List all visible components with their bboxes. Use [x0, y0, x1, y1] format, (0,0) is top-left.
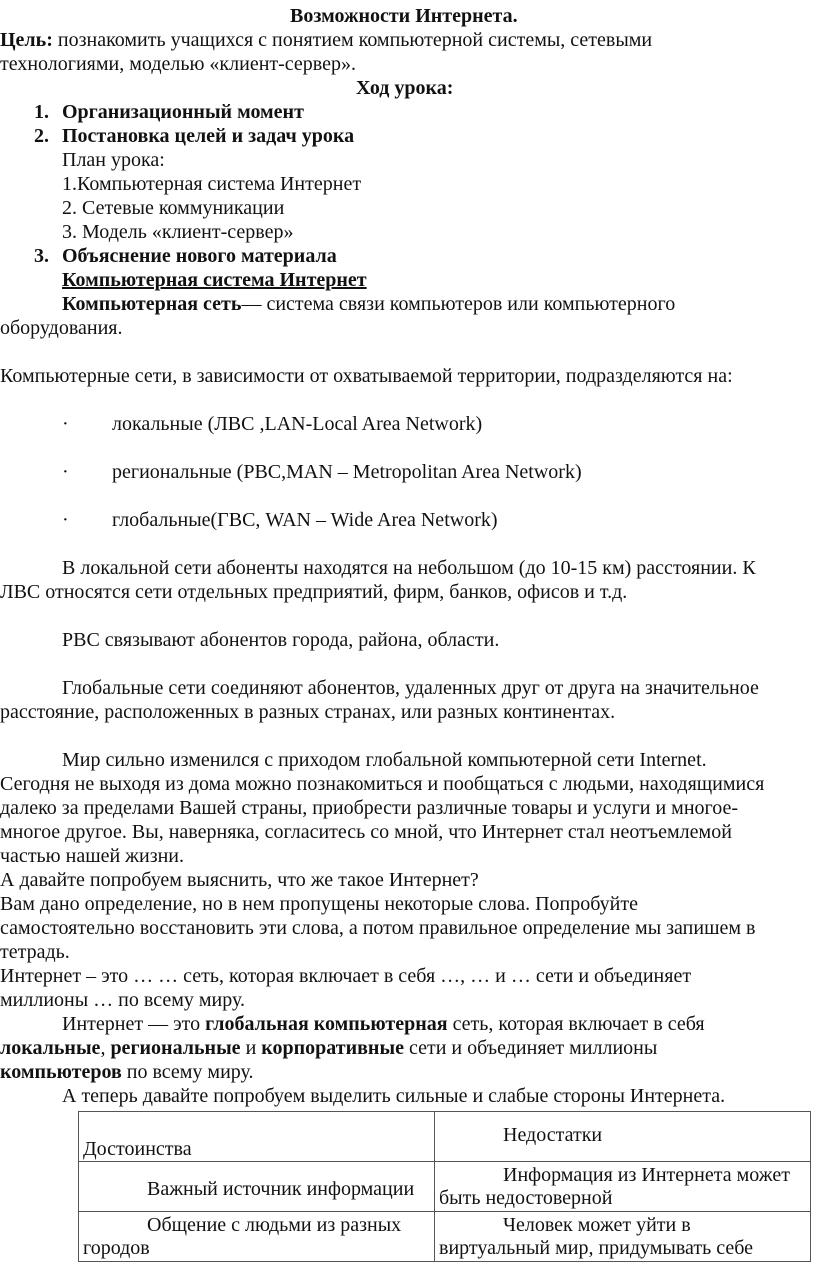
goal-line-1: Цель: познакомить учащихся с понятием компьютерной системы, сетевыми: [0, 29, 653, 51]
paragraph-line: В локальной сети абоненты находятся на небольшом (до 10-15 км) расстоянии. К: [62, 557, 756, 579]
bullet-icon: ·: [62, 509, 69, 531]
plan-item: 2. Сетевые коммуникации: [62, 197, 285, 219]
table-row: [79, 1212, 811, 1262]
paragraph-line: А теперь давайте попробуем выделить сильные и слабые стороны Интернета.: [62, 1085, 726, 1107]
paragraph-line: Вам дано определение, но в нем пропущены некоторые слова. Попробуйте: [0, 893, 638, 915]
paragraph-line: тетрадь.: [0, 941, 70, 963]
goal-line-2: технологиями, моделью «клиент-сервер».: [0, 53, 356, 75]
table-cell: Информация из Интернета может быть недостоверной: [435, 1162, 811, 1212]
paragraph-line: А давайте попробуем выяснить, что же такое Интернет?: [0, 869, 479, 891]
network-type-item: · глобальные(ГВС, WAN – Wide Area Network): [62, 509, 498, 531]
step-2: 2. Постановка целей и задач урока: [34, 125, 355, 147]
pros-cons-table: [78, 1111, 811, 1262]
paragraph-line: РВС связывают абонентов города, района, области.: [62, 629, 500, 651]
step-1: 1. Организационный момент: [34, 101, 304, 123]
paragraph-line: Мир сильно изменился с приходом глобальной компьютерной сети Internet.: [62, 749, 707, 771]
paragraph-line: самостоятельно восстановить эти слова, а потом правильное определение мы запишем в: [0, 917, 756, 939]
table-header-cell: Достоинства: [79, 1112, 435, 1162]
paragraph-line: миллионы … по всему миру.: [0, 989, 245, 1011]
paragraph-line: многое другое. Вы, наверняка, согласитесь со мной, что Интернет стал неотъемлемой: [0, 821, 732, 843]
paragraph-line: Глобальные сети соединяют абонентов, удаленных друг от друга на значительное: [62, 677, 759, 699]
definition-line-1: Компьютерная сеть— система связи компьютеров или компьютерного: [62, 293, 676, 315]
bullet-icon: ·: [62, 461, 69, 483]
table-cell: Общение с людьми из разных городов: [79, 1212, 435, 1262]
lesson-heading: Ход урока:: [356, 77, 454, 99]
plan-item: 3. Модель «клиент-сервер»: [62, 221, 294, 243]
table-header-cell: Недостатки: [435, 1112, 811, 1162]
table-row: [79, 1162, 811, 1212]
plan-item: 1.Компьютерная система Интернет: [62, 173, 362, 195]
paragraph-line: расстояние, расположенных в разных странах, или разных континентах.: [0, 701, 616, 723]
network-type-item: · локальные (ЛВС ,LAN-Local Area Network): [62, 413, 483, 435]
paragraph-line: Сегодня не выходя из дома можно познакомиться и пообщаться с людьми, находящимися: [0, 773, 765, 795]
table-cell: Важный источник информации: [79, 1162, 435, 1212]
network-type-item: · региональные (РВС,MAN – Metropolitan Area Network): [62, 461, 582, 483]
answer-line-1: Интернет — это глобальная компьютерная сеть, которая включает в себя: [62, 1013, 705, 1035]
document-title: Возможности Интернета.: [290, 5, 518, 27]
table-cell: Человек может уйти в виртуальный мир, придумывать себе: [435, 1212, 811, 1262]
section-title: Компьютерная система Интернет: [62, 269, 367, 291]
definition-line-2: оборудования.: [0, 317, 123, 339]
definition-term: Компьютерная сеть: [62, 293, 242, 315]
networks-intro: Компьютерные сети, в зависимости от охватываемой территории, подразделяются на:: [0, 365, 733, 387]
answer-line-2: локальные, региональные и корпоративные сети и объединяет миллионы: [0, 1037, 658, 1059]
answer-line-3: компьютеров по всему миру.: [0, 1061, 254, 1083]
paragraph-line: частью нашей жизни.: [0, 845, 185, 867]
bullet-icon: ·: [62, 413, 69, 435]
paragraph-line: Интернет – это … … сеть, которая включает в себя …, … и … сети и объединяет: [0, 965, 692, 987]
paragraph-line: далеко за пределами Вашей страны, приобрести различные товары и услуги и многое-: [0, 797, 739, 819]
table-header-row: [79, 1112, 811, 1162]
goal-label: Цель:: [0, 29, 53, 51]
plan-heading: План урока:: [62, 149, 165, 171]
paragraph-line: ЛВС относятся сети отдельных предприятий, фирм, банков, офисов и т.д.: [0, 581, 628, 603]
step-3: 3. Объяснение нового материала: [34, 245, 337, 267]
